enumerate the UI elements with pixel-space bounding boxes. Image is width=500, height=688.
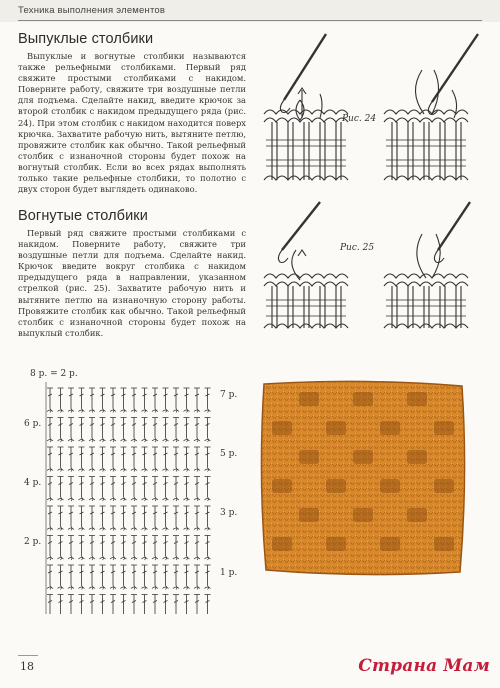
chart-stitch-hook — [176, 468, 177, 472]
chart-stitch-symbol — [68, 595, 74, 615]
swatch-shadow-block — [272, 479, 292, 493]
chart-stitch-hook — [92, 586, 93, 590]
figure-24-caption: Рис. 24 — [342, 114, 377, 124]
chart-stitch-hook — [155, 527, 156, 531]
chart-stitch-symbol — [79, 447, 85, 468]
chart-stitch-symbol — [110, 477, 116, 498]
chart-stitch-symbol — [79, 418, 85, 439]
chart-stitch-symbol — [58, 477, 64, 498]
chart-stitch-symbol — [47, 506, 53, 527]
chart-stitch-symbol — [173, 388, 179, 409]
figure-25-caption: Рис. 25 — [340, 243, 375, 253]
chart-stitch-symbol — [152, 595, 158, 615]
chart-stitch-symbol — [89, 595, 95, 615]
chart-stitch-symbol — [205, 506, 211, 527]
chart-stitch-symbol — [131, 388, 137, 409]
chart-stitch-symbol — [121, 388, 127, 409]
chart-stitch-symbol — [152, 447, 158, 468]
chart-stitch-hook — [155, 556, 156, 560]
chart-stitch-hook — [155, 586, 156, 590]
chart-row-label-7: 7 р. — [220, 390, 238, 400]
chart-stitch-hook — [208, 556, 209, 560]
chart-stitch-hook — [145, 468, 146, 472]
chart-row-label-4: 4 р. — [24, 478, 42, 488]
chart-stitch-symbol — [58, 447, 64, 468]
chart-stitch-hook — [92, 556, 93, 560]
chart-stitch-hook — [197, 438, 198, 442]
chart-stitch-hook — [187, 497, 188, 501]
chart-stitch-hook — [197, 409, 198, 413]
chart-stitch-hook — [61, 438, 62, 442]
chart-stitch-symbol — [163, 388, 169, 409]
chart-stitch-symbol — [100, 506, 106, 527]
crochet-stitch-chart — [22, 364, 252, 614]
chart-stitch-hook — [197, 468, 198, 472]
chart-stitch-hook — [176, 527, 177, 531]
chart-stitch-symbol — [110, 595, 116, 615]
chart-stitch-hook — [134, 497, 135, 501]
chart-stitch-symbol — [173, 565, 179, 586]
swatch-shadow-block — [353, 450, 373, 464]
chart-stitch-hook — [103, 409, 104, 413]
chart-stitch-symbol — [89, 477, 95, 498]
chart-stitch-symbol — [173, 477, 179, 498]
chart-stitch-hook — [208, 527, 209, 531]
chart-stitch-hook — [82, 497, 83, 501]
chart-stitch-symbol — [152, 565, 158, 586]
chart-stitch-symbol — [68, 418, 74, 439]
chart-stitch-symbol — [184, 477, 190, 498]
chart-stitch-symbol — [152, 536, 158, 557]
chart-stitch-hook — [166, 556, 167, 560]
chart-stitch-symbol — [152, 506, 158, 527]
swatch-shadow-block — [380, 421, 400, 435]
chart-stitch-symbol — [205, 447, 211, 468]
chart-stitch-hook — [50, 409, 51, 413]
chart-stitch-hook — [113, 438, 114, 442]
chart-stitch-hook — [82, 527, 83, 531]
chart-stitch-hook — [50, 527, 51, 531]
chart-stitch-symbol — [100, 536, 106, 557]
chart-stitch-hook — [103, 586, 104, 590]
swatch-shadow-block — [272, 421, 292, 435]
chart-stitch-hook — [103, 468, 104, 472]
chart-stitch-hook — [208, 409, 209, 413]
chart-stitch-symbol — [184, 565, 190, 586]
chart-stitch-symbol — [173, 506, 179, 527]
chart-stitch-symbol — [131, 536, 137, 557]
running-header: Техника выполнения элементов — [18, 5, 166, 16]
chart-stitch-symbol — [68, 506, 74, 527]
chart-stitch-symbol — [163, 447, 169, 468]
chart-stitch-hook — [124, 556, 125, 560]
chart-stitch-symbol — [79, 536, 85, 557]
chart-stitch-hook — [166, 586, 167, 590]
chart-stitch-hook — [145, 527, 146, 531]
chart-stitch-symbol — [131, 595, 137, 615]
chart-stitch-hook — [92, 527, 93, 531]
chart-stitch-symbol — [89, 536, 95, 557]
chart-stitch-symbol — [184, 388, 190, 409]
chart-stitch-symbol — [184, 595, 190, 615]
chart-stitch-symbol — [142, 536, 148, 557]
chart-stitch-symbol — [100, 418, 106, 439]
chart-stitch-symbol — [110, 447, 116, 468]
chart-stitch-hook — [50, 556, 51, 560]
chart-stitch-hook — [134, 556, 135, 560]
page-number: 18 — [20, 660, 34, 673]
chart-stitch-hook — [82, 468, 83, 472]
chart-stitch-symbol — [194, 477, 200, 498]
chart-stitch-hook — [155, 438, 156, 442]
chart-stitch-symbol — [184, 447, 190, 468]
chart-stitch-symbol — [47, 595, 53, 615]
chart-stitch-symbol — [121, 506, 127, 527]
chart-stitch-hook — [50, 438, 51, 442]
chart-stitch-hook — [124, 438, 125, 442]
chart-stitch-hook — [92, 409, 93, 413]
chart-stitch-hook — [145, 556, 146, 560]
section-body-sunken-stitches: Первый ряд свяжите простыми столбиками с накидом. Поверните работу, свяжите три воздушные петли для подъема. Сделайте накид. Крючок введите вокруг столбика с накидом предыдущего ряда в направлении, указанном стрелкой (рис. 25). Захватите рабочую нить и вытяните петлю на изнаночную сторону работы. Провяжите столбик как обычно. Такой рельефный столбик с изнаночной стороны будет похож на выпуклый столбик. — [18, 228, 246, 338]
swatch-shadow-block — [326, 479, 346, 493]
chart-stitch-symbol — [163, 595, 169, 615]
chart-stitch-hook — [187, 468, 188, 472]
chart-row-label-6: 6 р. — [24, 419, 42, 429]
chart-stitch-symbol — [58, 536, 64, 557]
chart-stitch-hook — [208, 497, 209, 501]
chart-stitch-symbol — [110, 418, 116, 439]
chart-stitch-hook — [134, 468, 135, 472]
chart-stitch-hook — [166, 409, 167, 413]
swatch-shadow-block — [407, 450, 427, 464]
chart-stitch-hook — [71, 409, 72, 413]
chart-stitch-hook — [208, 468, 209, 472]
chart-stitch-hook — [92, 497, 93, 501]
chart-stitch-hook — [134, 527, 135, 531]
chart-stitch-symbol — [79, 477, 85, 498]
chart-stitch-symbol — [205, 418, 211, 439]
chart-stitch-hook — [134, 438, 135, 442]
chart-stitch-hook — [113, 497, 114, 501]
chart-stitch-hook — [103, 497, 104, 501]
chart-stitch-hook — [187, 409, 188, 413]
swatch-shadow-block — [380, 537, 400, 551]
chart-stitch-hook — [124, 586, 125, 590]
chart-stitch-hook — [71, 586, 72, 590]
chart-stitch-symbol — [205, 388, 211, 409]
section-title-raised-stitches: Выпуклые столбики — [18, 31, 154, 47]
chart-stitch-symbol — [142, 506, 148, 527]
chart-stitch-grid — [46, 382, 211, 614]
chart-stitch-hook — [176, 497, 177, 501]
chart-stitch-hook — [166, 527, 167, 531]
chart-stitch-symbol — [194, 506, 200, 527]
chart-stitch-hook — [197, 586, 198, 590]
chart-stitch-symbol — [152, 388, 158, 409]
chart-stitch-hook — [155, 468, 156, 472]
swatch-shadow-block — [407, 392, 427, 406]
chart-stitch-hook — [176, 556, 177, 560]
chart-stitch-hook — [50, 497, 51, 501]
chart-stitch-symbol — [184, 506, 190, 527]
chart-stitch-symbol — [58, 565, 64, 586]
swatch-shadow-block — [299, 508, 319, 522]
chart-stitch-hook — [103, 438, 104, 442]
chart-stitch-symbol — [173, 418, 179, 439]
chart-stitch-symbol — [68, 477, 74, 498]
chart-stitch-hook — [124, 527, 125, 531]
swatch-shadow-block — [299, 450, 319, 464]
chart-stitch-symbol — [47, 565, 53, 586]
chart-stitch-symbol — [205, 536, 211, 557]
chart-stitch-hook — [176, 409, 177, 413]
chart-stitch-hook — [61, 586, 62, 590]
section-body-raised-stitches: Выпуклые и вогнутые столбики называются также рельефными столбиками. Первый ряд свяжите простыми столбиками с накидом. Поверните работу, свяжите три воздушные петли для подъема. Сделайте накид, введите крючок за второй столбик с накидом предыдущего ряда (рис. 24). При этом столбик с накидом находится поверх крючка. Захватите рабочую нить, вытяните петлю, провяжите столбик как обычно. Такой рельефный столбик с изнаночной стороны будет похож на вогнутый столбик. Если во всех рядах выполнять только такие рельефные столбики, то полотно с двух сторон будет выглядеть одинаково. — [18, 51, 246, 195]
chart-stitch-symbol — [58, 418, 64, 439]
chart-stitch-symbol — [100, 477, 106, 498]
chart-stitch-hook — [71, 468, 72, 472]
chart-stitch-symbol — [79, 388, 85, 409]
chart-stitch-symbol — [163, 506, 169, 527]
chart-stitch-hook — [166, 468, 167, 472]
chart-stitch-hook — [134, 409, 135, 413]
chart-stitch-hook — [61, 497, 62, 501]
chart-stitch-hook — [155, 409, 156, 413]
swatch-shadow-block — [434, 537, 454, 551]
site-watermark: Страна Мам — [358, 656, 490, 676]
chart-stitch-hook — [71, 527, 72, 531]
chart-stitch-symbol — [194, 536, 200, 557]
chart-stitch-hook — [92, 468, 93, 472]
chart-stitch-hook — [145, 586, 146, 590]
chart-stitch-symbol — [121, 447, 127, 468]
chart-stitch-hook — [145, 438, 146, 442]
chart-stitch-symbol — [131, 418, 137, 439]
chart-stitch-symbol — [68, 388, 74, 409]
chart-stitch-hook — [82, 586, 83, 590]
chart-stitch-symbol — [184, 536, 190, 557]
chart-stitch-symbol — [79, 565, 85, 586]
chart-stitch-symbol — [121, 418, 127, 439]
chart-stitch-symbol — [205, 477, 211, 498]
chart-stitch-symbol — [194, 388, 200, 409]
chart-stitch-hook — [113, 556, 114, 560]
section-title-sunken-stitches: Вогнутые столбики — [18, 208, 148, 224]
chart-stitch-hook — [187, 556, 188, 560]
chart-stitch-symbol — [142, 565, 148, 586]
chart-stitch-hook — [103, 527, 104, 531]
chart-stitch-hook — [187, 527, 188, 531]
chart-stitch-hook — [61, 527, 62, 531]
swatch-shadow-block — [272, 537, 292, 551]
crochet-swatch-photo — [258, 378, 468, 578]
chart-stitch-symbol — [47, 477, 53, 498]
swatch-shadow-block — [380, 479, 400, 493]
chart-stitch-hook — [82, 438, 83, 442]
chart-stitch-symbol — [110, 536, 116, 557]
swatch-shadow-block — [299, 392, 319, 406]
swatch-shadow-block — [326, 421, 346, 435]
chart-stitch-hook — [61, 409, 62, 413]
chart-row-label-3: 3 р. — [220, 508, 238, 518]
chart-stitch-hook — [71, 438, 72, 442]
chart-stitch-hook — [134, 586, 135, 590]
chart-stitch-symbol — [121, 536, 127, 557]
chart-stitch-symbol — [110, 565, 116, 586]
chart-stitch-symbol — [131, 565, 137, 586]
chart-stitch-hook — [166, 438, 167, 442]
chart-stitch-symbol — [79, 595, 85, 615]
chart-stitch-hook — [50, 468, 51, 472]
chart-row-label-5: 5 р. — [220, 449, 238, 459]
chart-stitch-hook — [124, 409, 125, 413]
chart-stitch-hook — [71, 556, 72, 560]
chart-stitch-symbol — [173, 447, 179, 468]
chart-stitch-symbol — [194, 565, 200, 586]
chart-stitch-symbol — [100, 595, 106, 615]
chart-stitch-symbol — [47, 388, 53, 409]
chart-stitch-symbol — [100, 565, 106, 586]
chart-stitch-hook — [113, 527, 114, 531]
chart-stitch-symbol — [205, 565, 211, 586]
swatch-shadow-block — [326, 537, 346, 551]
chart-stitch-hook — [176, 586, 177, 590]
chart-stitch-symbol — [110, 506, 116, 527]
chart-stitch-symbol — [194, 595, 200, 615]
chart-stitch-symbol — [194, 418, 200, 439]
swatch-shadow-block — [353, 508, 373, 522]
chart-stitch-symbol — [68, 536, 74, 557]
chart-stitch-symbol — [131, 506, 137, 527]
chart-stitch-hook — [187, 586, 188, 590]
chart-stitch-hook — [155, 497, 156, 501]
chart-stitch-symbol — [58, 595, 64, 615]
chart-stitch-symbol — [163, 418, 169, 439]
chart-stitch-symbol — [89, 506, 95, 527]
chart-stitch-symbol — [47, 447, 53, 468]
chart-stitch-hook — [50, 586, 51, 590]
chart-stitch-symbol — [163, 477, 169, 498]
chart-stitch-hook — [113, 409, 114, 413]
chart-stitch-hook — [61, 556, 62, 560]
chart-stitch-symbol — [47, 418, 53, 439]
chart-stitch-hook — [145, 409, 146, 413]
chart-row-label-1: 1 р. — [220, 568, 238, 578]
chart-top-label: 8 р. = 2 р. — [30, 369, 78, 379]
chart-stitch-symbol — [184, 418, 190, 439]
chart-stitch-symbol — [58, 506, 64, 527]
chart-stitch-symbol — [89, 565, 95, 586]
chart-stitch-symbol — [173, 536, 179, 557]
chart-stitch-hook — [208, 438, 209, 442]
chart-stitch-symbol — [58, 388, 64, 409]
chart-stitch-hook — [82, 409, 83, 413]
chart-stitch-symbol — [121, 477, 127, 498]
chart-stitch-hook — [61, 468, 62, 472]
chart-stitch-hook — [197, 497, 198, 501]
chart-stitch-symbol — [79, 506, 85, 527]
chart-stitch-symbol — [163, 565, 169, 586]
chart-stitch-symbol — [47, 536, 53, 557]
footer-rule — [18, 655, 38, 656]
figure-25-illustration — [262, 200, 484, 340]
chart-stitch-symbol — [173, 595, 179, 615]
chart-stitch-symbol — [163, 536, 169, 557]
chart-stitch-symbol — [100, 447, 106, 468]
chart-stitch-symbol — [152, 418, 158, 439]
swatch-shadow-block — [353, 392, 373, 406]
chart-stitch-hook — [113, 468, 114, 472]
chart-stitch-symbol — [121, 595, 127, 615]
chart-stitch-symbol — [68, 447, 74, 468]
chart-stitch-hook — [187, 438, 188, 442]
chart-stitch-symbol — [121, 565, 127, 586]
chart-stitch-symbol — [142, 418, 148, 439]
chart-stitch-symbol — [100, 388, 106, 409]
chart-stitch-symbol — [89, 418, 95, 439]
chart-stitch-hook — [197, 527, 198, 531]
chart-stitch-symbol — [142, 388, 148, 409]
chart-stitch-hook — [82, 556, 83, 560]
chart-stitch-symbol — [110, 388, 116, 409]
chart-stitch-symbol — [142, 477, 148, 498]
chart-stitch-hook — [71, 497, 72, 501]
header-divider — [18, 20, 482, 21]
chart-stitch-symbol — [131, 477, 137, 498]
swatch-shadow-block — [407, 508, 427, 522]
chart-stitch-hook — [145, 497, 146, 501]
chart-stitch-hook — [103, 556, 104, 560]
chart-stitch-hook — [124, 468, 125, 472]
chart-stitch-symbol — [89, 447, 95, 468]
swatch-shadow-block — [434, 421, 454, 435]
chart-stitch-hook — [113, 586, 114, 590]
chart-stitch-symbol — [205, 595, 211, 615]
chart-stitch-symbol — [89, 388, 95, 409]
chart-stitch-symbol — [68, 565, 74, 586]
chart-stitch-symbol — [142, 447, 148, 468]
chart-stitch-symbol — [142, 595, 148, 615]
chart-row-label-2: 2 р. — [24, 537, 42, 547]
chart-stitch-hook — [208, 586, 209, 590]
chart-stitch-symbol — [131, 447, 137, 468]
chart-stitch-hook — [92, 438, 93, 442]
chart-stitch-hook — [197, 556, 198, 560]
chart-stitch-symbol — [152, 477, 158, 498]
chart-stitch-hook — [124, 497, 125, 501]
chart-stitch-hook — [166, 497, 167, 501]
swatch-shadow-block — [434, 479, 454, 493]
chart-stitch-symbol — [194, 447, 200, 468]
chart-stitch-hook — [176, 438, 177, 442]
